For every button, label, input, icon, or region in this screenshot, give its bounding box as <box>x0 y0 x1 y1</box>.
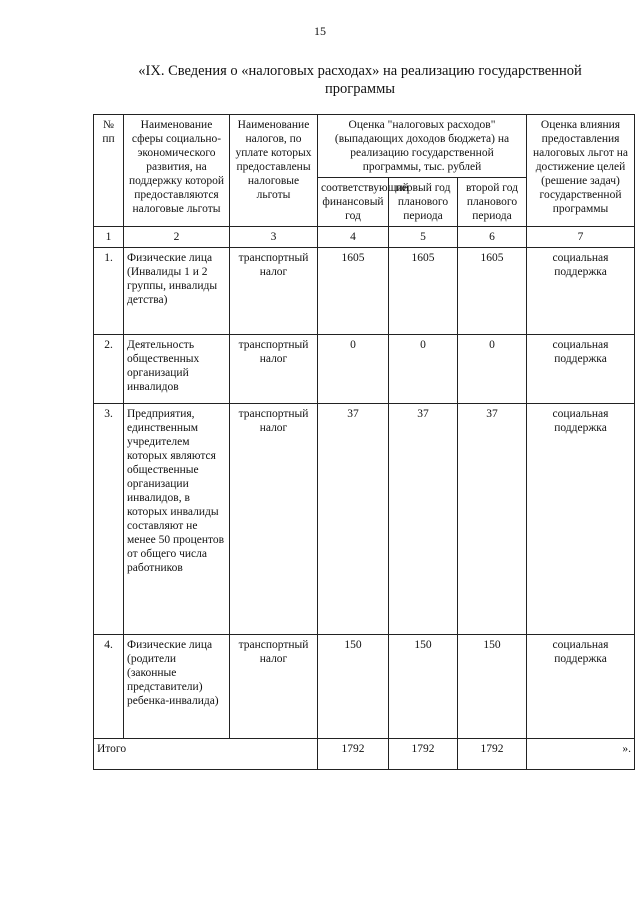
row-sphere: Предприятия, единственным учредителем которых являются общественные организации инвалидов, в которых инвалиды составляют не менее 50 процентов от общего числа работников <box>124 404 230 635</box>
row-value-current: 0 <box>318 335 389 404</box>
column-number: 5 <box>389 227 458 248</box>
title-line-2: программы <box>325 81 395 97</box>
subheader-first-year: первый год планового периода <box>389 178 458 227</box>
row-impact: социальная поддержка <box>527 635 635 739</box>
page-number: 15 <box>314 24 326 38</box>
row-number: 1. <box>94 248 124 335</box>
row-value-first: 1605 <box>389 248 458 335</box>
total-value-first: 1792 <box>389 739 458 770</box>
header-tax: Наименование налогов, по уплате которых предоставлены налоговые льготы <box>230 115 318 227</box>
row-value-second: 0 <box>458 335 527 404</box>
column-number: 6 <box>458 227 527 248</box>
row-sphere: Физические лица (Инвалиды 1 и 2 группы, инвалиды детства) <box>124 248 230 335</box>
row-value-current: 37 <box>318 404 389 635</box>
row-impact: социальная поддержка <box>527 335 635 404</box>
header-row <box>94 115 635 178</box>
row-tax: транспортный налог <box>230 248 318 335</box>
row-impact: социальная поддержка <box>527 404 635 635</box>
row-number: 4. <box>94 635 124 739</box>
row-value-second: 37 <box>458 404 527 635</box>
total-label: Итого <box>94 739 318 770</box>
header-no: № пп <box>94 115 124 227</box>
subheader-current-year: соответствующий финансовый год <box>318 178 389 227</box>
column-number: 3 <box>230 227 318 248</box>
row-sphere: Деятельность общественных организаций инвалидов <box>124 335 230 404</box>
column-number: 1 <box>94 227 124 248</box>
total-value-second: 1792 <box>458 739 527 770</box>
header-estimate: Оценка "налоговых расходов" (выпадающих доходов бюджета) на реализацию государственной программы, тыс. рублей <box>318 115 527 178</box>
row-number: 3. <box>94 404 124 635</box>
row-tax: транспортный налог <box>230 335 318 404</box>
total-value-current: 1792 <box>318 739 389 770</box>
tax-expenditures-table <box>93 114 635 770</box>
row-sphere: Физические лица (родители (законные представители) ребенка-инвалида) <box>124 635 230 739</box>
table-row <box>94 248 635 335</box>
row-impact: социальная поддержка <box>527 248 635 335</box>
closing-quote-mark: ». <box>527 739 635 770</box>
row-value-first: 37 <box>389 404 458 635</box>
row-value-second: 1605 <box>458 248 527 335</box>
title-line-1: «IX. Сведения о «налоговых расходах» на реализацию государственной <box>138 63 582 79</box>
header-impact: Оценка влияния предоставления налоговых льгот на достижение целей (решение задач) государственной программы <box>527 115 635 227</box>
row-value-first: 0 <box>389 335 458 404</box>
row-value-current: 150 <box>318 635 389 739</box>
section-title <box>110 62 610 98</box>
column-number: 2 <box>124 227 230 248</box>
column-number-row <box>94 227 635 248</box>
row-number: 2. <box>94 335 124 404</box>
subheader-second-year: второй год планового периода <box>458 178 527 227</box>
column-number: 4 <box>318 227 389 248</box>
row-tax: транспортный налог <box>230 404 318 635</box>
table-row <box>94 335 635 404</box>
table-row <box>94 635 635 739</box>
row-value-second: 150 <box>458 635 527 739</box>
column-number: 7 <box>527 227 635 248</box>
total-row <box>94 739 635 770</box>
header-sphere: Наименование сферы социально-экономического развития, на поддержку которой предоставляются налоговые льготы <box>124 115 230 227</box>
row-value-current: 1605 <box>318 248 389 335</box>
row-value-first: 150 <box>389 635 458 739</box>
table-row <box>94 404 635 635</box>
row-tax: транспортный налог <box>230 635 318 739</box>
